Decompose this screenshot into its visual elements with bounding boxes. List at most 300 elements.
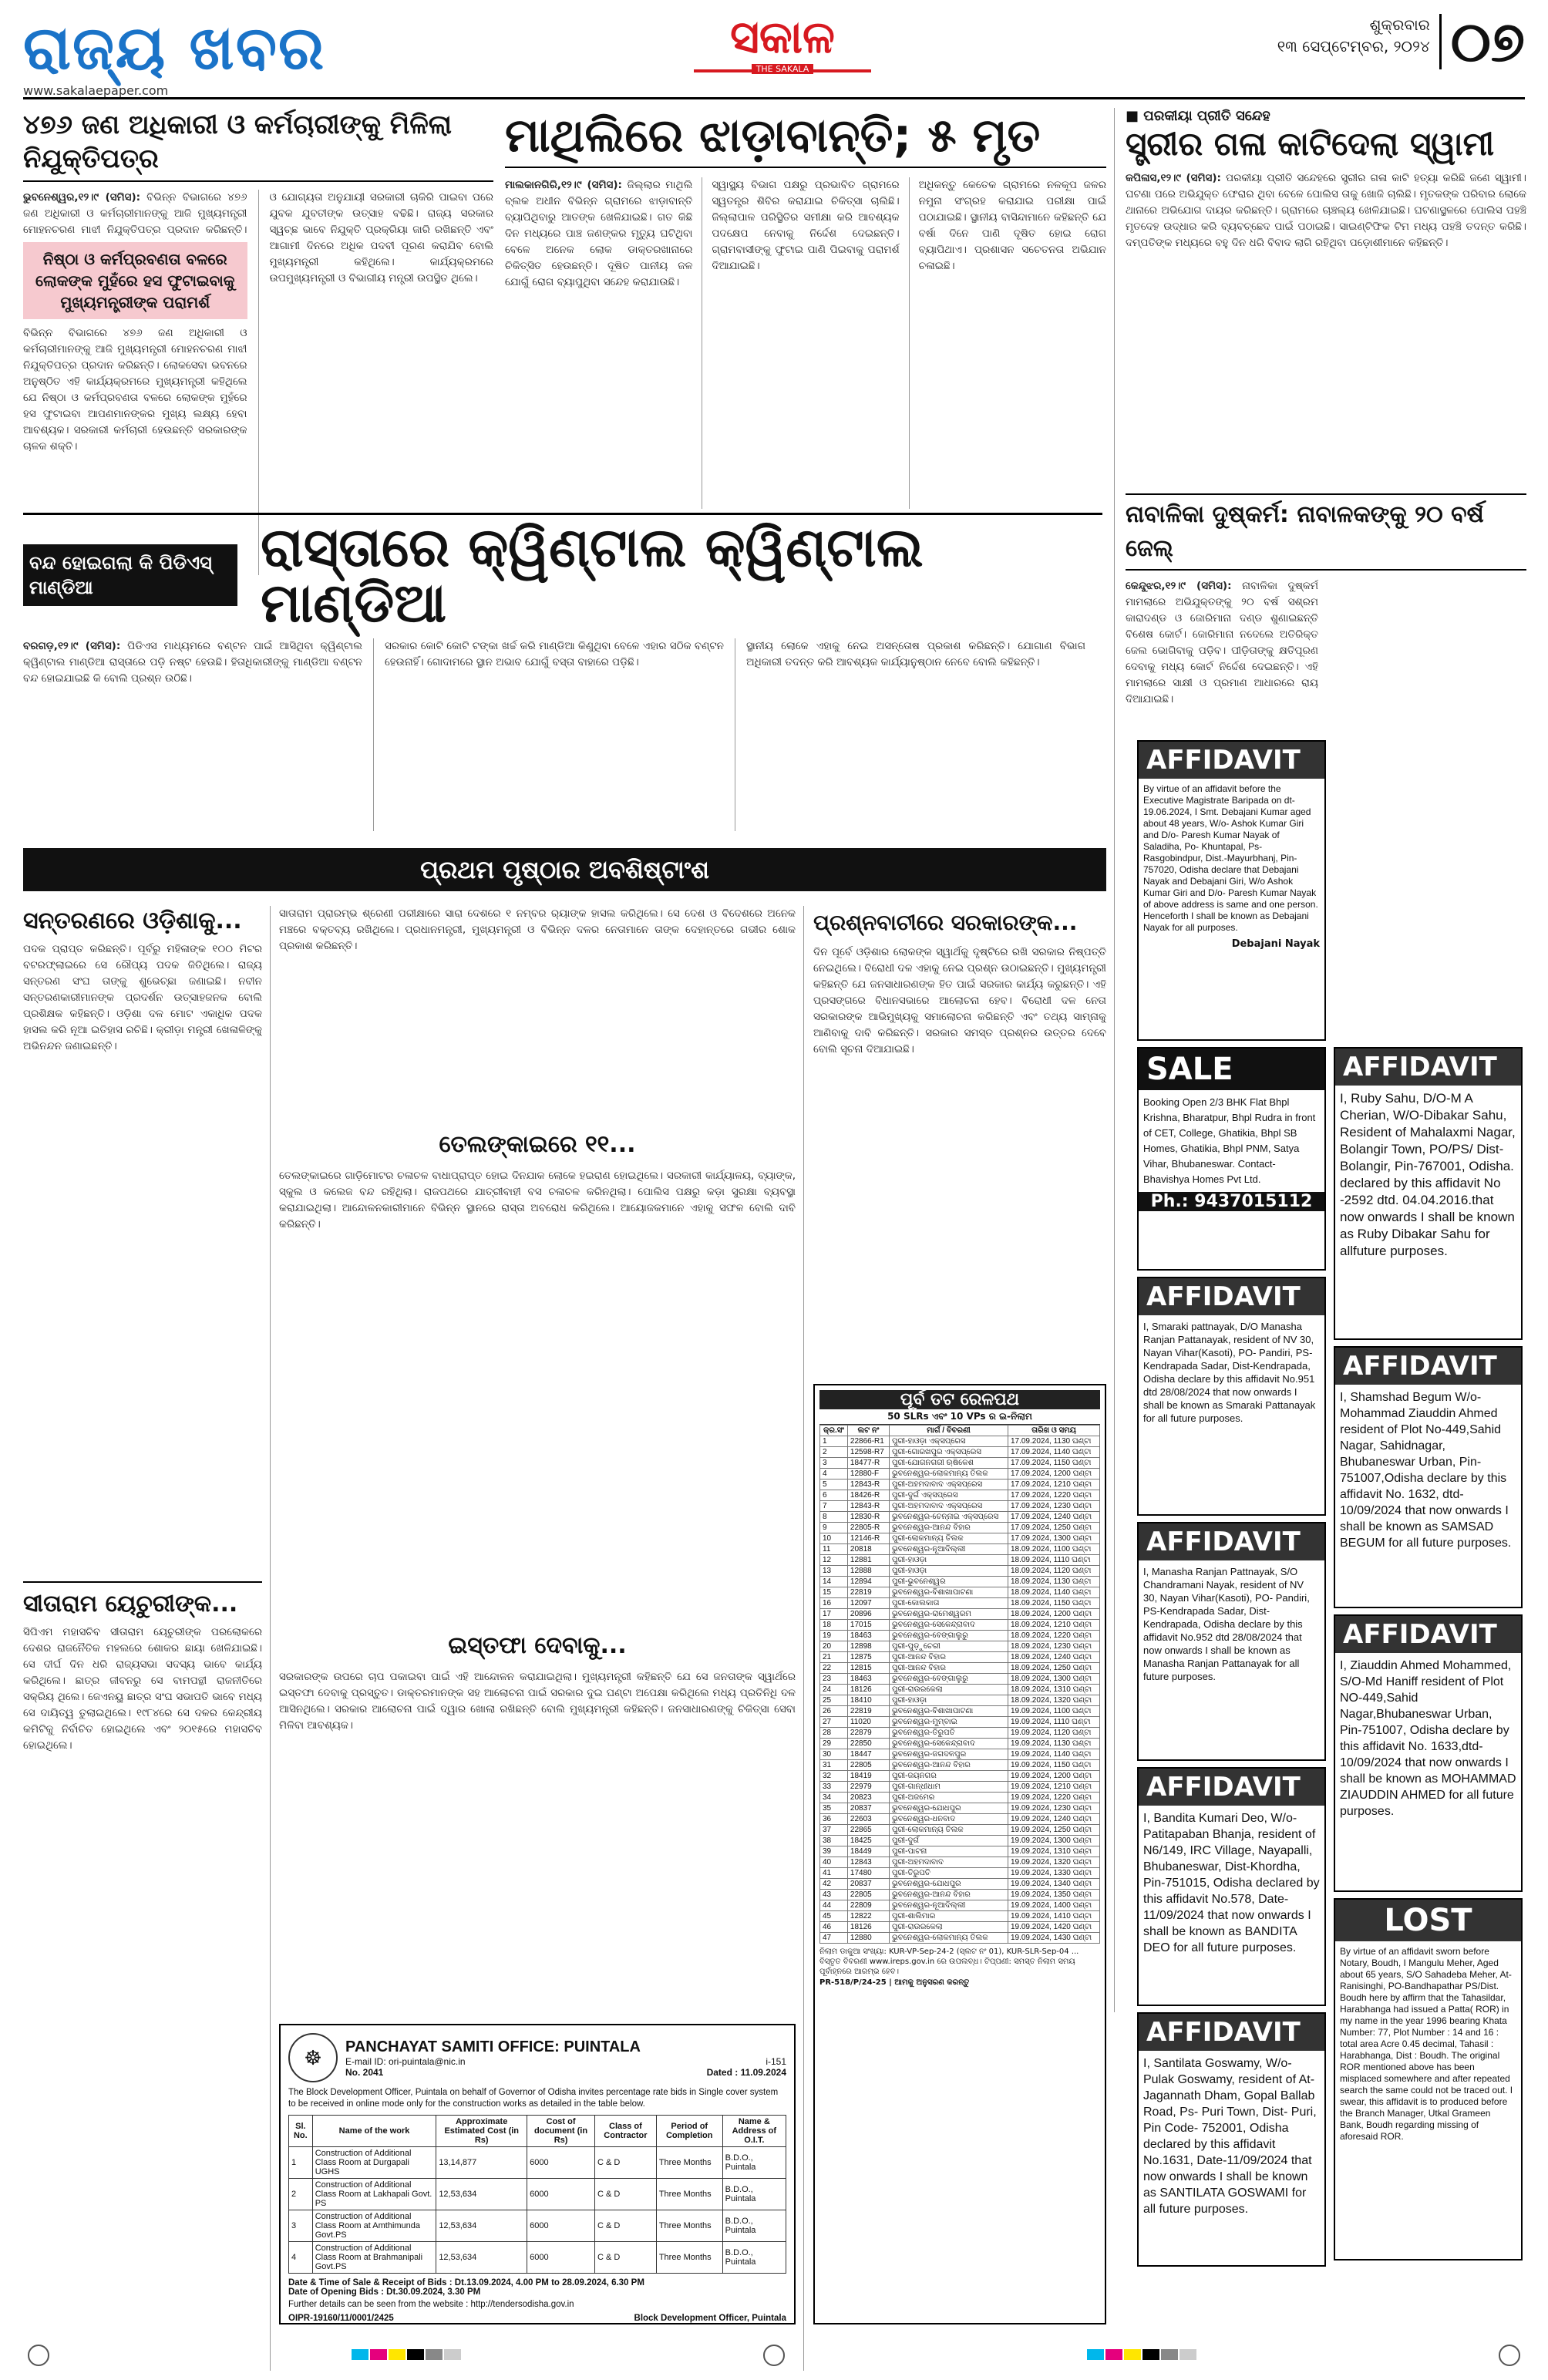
- table-cell: 46: [820, 1922, 848, 1933]
- story-body: ପିଡିଏସ ମାଧ୍ୟମରେ ବଣ୍ଟନ ପାଇଁ ଆସିଥିବା କ୍ୱିଣ୍ଟାଲ କ୍ୱିଣ୍ଟାଲ ମାଣ୍ଡିଆ ରାସ୍ତାରେ ପଡ଼ି ନଷ୍ଟ ହେଉଛି। ହିତାଧିକାରୀଙ୍କୁ ମାଣ୍ଡିଆ ବଣ୍ଟନ ବନ୍ଦ ହୋଇଯାଇଛି କି ବୋଲି ପ୍ରଶ୍ନ ଉଠିଛି।: [23, 640, 362, 685]
- table-cell: 39: [820, 1846, 848, 1857]
- table-cell: 22879: [847, 1728, 889, 1739]
- ad-title: AFFIDAVIT: [1335, 1049, 1521, 1086]
- table-cell: ଭୁବନେଶ୍ୱର-ନୂଆଦିଲ୍ଲୀ: [889, 1544, 1008, 1555]
- table-cell: 12881: [847, 1555, 889, 1566]
- dateline: ବରଗଡ଼,୧୨।୯ (ସମିସ):: [23, 640, 121, 652]
- ad-body: I, Ruby Sahu, D/O-M A Cherian, W/O-Dibakar Sahu, Resident of Mahalaxmi Nagar, Bolangir Town, PO/PS/ Dist-Bolangir, Pin-767001, Odisha. declared by this affidavit No -2592 dtd. 04.04.2016.that now onwards I shall be known as Ruby Dibakar Sahu for allfuture purposes.: [1340, 1091, 1516, 1258]
- table-cell: 6000: [527, 2179, 595, 2210]
- table-cell: 17.09.2024, 1230 ଘଣ୍ଟା: [1008, 1501, 1099, 1512]
- table-cell: B.D.O., Puintala: [722, 2210, 786, 2242]
- table-cell: 22805: [847, 1760, 889, 1771]
- table-cell: 18.09.2024, 1200 ଘଣ୍ଟା: [1008, 1609, 1099, 1620]
- cont-headline: ସନ୍ତରଣରେ ଓଡ଼ିଶାକୁ...: [23, 907, 242, 934]
- table-cell: 18447: [847, 1749, 889, 1760]
- table-cell: 28: [820, 1728, 848, 1739]
- table-cell: ଭୁବନେଶ୍ୱର-ବିଶାଖାପାଟଣା: [889, 1706, 1008, 1717]
- table-cell: ପୁରୀ-ତିରୁପତି: [889, 1868, 1008, 1879]
- table-cell: 18.09.2024, 1140 ଘଣ୍ଟା: [1008, 1587, 1099, 1598]
- table-cell: 18.09.2024, 1250 ଘଣ୍ଟା: [1008, 1663, 1099, 1674]
- table-row: [820, 1501, 1100, 1512]
- table-row: [820, 1739, 1100, 1749]
- table-cell: 8: [820, 1512, 848, 1523]
- table-cell: 17.09.2024, 1140 ଘଣ୍ଟା: [1008, 1447, 1099, 1458]
- table-cell: 20: [820, 1641, 848, 1652]
- table-cell: ଭୁବନେଶ୍ୱର-ଆନନ୍ଦ ବିହାର: [889, 1890, 1008, 1900]
- table-cell: ପୁରୀ-ହାଓଡ଼ା ଏକ୍ସପ୍ରେସ: [889, 1436, 1008, 1447]
- table-cell: 17015: [847, 1620, 889, 1631]
- ad-body: I, Ziauddin Ahmed Mohammed, S/O-Md Haniff resident of Plot NO-449,Sahid Nagar,Bhubaneswar Urban, Pin-751007, Odisha declare by this affidavit No. 1633,dtd-10/09/2024 that now onwards I shall be known as MOHAMMAD ZIAUDDIN AHMED for all future purposes.: [1340, 1659, 1516, 1818]
- table-cell: 35: [820, 1803, 848, 1814]
- table-cell: 12815: [847, 1663, 889, 1674]
- table-cell: ପୁରୀ-ଶାଲିମାର: [889, 1911, 1008, 1922]
- column-divider: [803, 906, 804, 2371]
- tender-code: OIPR-19160/11/0001/2425: [288, 2314, 394, 2323]
- ad-body: I, Santilata Goswamy, W/o- Pulak Goswamy, resident of At-Jagannath Dham, Gopal Ballab Road, Ps- Puri Town, Dist- Puri, Pin Code- 752001, Odisha declared by this affidavit No.1631, Date-11/09/2024 that now onwards I shall be known as SANTILATA GOSWAMI for all future purposes.: [1143, 2057, 1317, 2216]
- table-row: [820, 1685, 1100, 1695]
- cont-col-2: [279, 906, 796, 2008]
- table-cell: 3: [289, 2210, 313, 2242]
- table-cell: ପୁରୀ-ଅହମଦାବାଦ ଏକ୍ସପ୍ରେସ: [889, 1480, 1008, 1490]
- tender-opening: Date of Opening Bids : Dt.30.09.2024, 3.30 PM: [288, 2287, 481, 2297]
- table-cell: Three Months: [656, 2179, 722, 2210]
- site-url[interactable]: www.sakalaepaper.com: [23, 83, 169, 98]
- table-cell: 18.09.2024, 1310 ଘଣ୍ଟା: [1008, 1685, 1099, 1695]
- ad-body: I, Bandita Kumari Deo, W/o- Patitapaban Bhanja, resident of N6/149, IRC Village, Nayapalli, Bhubaneswar, Dist-Khordha, Pin-751015, Odisha declared by this affidavit No.578, Date-11/09/2024 that now onwards I shall be known as BANDITA DEO for all future purposes.: [1143, 1812, 1320, 1954]
- table-cell: ପୁରୀ-ଆନନ୍ଦ ବିହାର: [889, 1663, 1008, 1674]
- ad-affidavit: [1137, 1522, 1326, 1761]
- table-cell: 17.09.2024, 1210 ଘଣ୍ଟା: [1008, 1480, 1099, 1490]
- table-cell: 12097: [847, 1598, 889, 1609]
- table-row: [820, 1674, 1100, 1685]
- table-cell: 22865: [847, 1825, 889, 1836]
- table-cell: 12: [820, 1555, 848, 1566]
- color-bar: [351, 2348, 462, 2363]
- table-cell: ପୁରୀ-ଆନନ୍ଦ ବିହାର: [889, 1652, 1008, 1663]
- table-cell: ପୁରୀ-ପୁଡ଼ୁଚେରୀ: [889, 1641, 1008, 1652]
- table-row: [820, 1814, 1100, 1825]
- ad-title: AFFIDAVIT: [1139, 2014, 1324, 2051]
- table-cell: 25: [820, 1695, 848, 1706]
- table-cell: 19.09.2024, 1400 ଘଣ୍ଟା: [1008, 1900, 1099, 1911]
- table-cell: 22979: [847, 1782, 889, 1793]
- table-cell: 12,53,634: [436, 2179, 527, 2210]
- table-row: [820, 1577, 1100, 1587]
- table-cell: 4: [820, 1469, 848, 1480]
- table-row: [820, 1868, 1100, 1879]
- ad-signature: Debajani Nayak: [1231, 938, 1320, 950]
- table-cell: 19.09.2024, 1420 ଘଣ୍ଟା: [1008, 1922, 1099, 1933]
- table-cell: ପୁରୀ-ରାଉରକେଲା: [889, 1685, 1008, 1695]
- section-banner: ପ୍ରଥମ ପୃଷ୍ଠାର ଅବଶିଷ୍ଟାଂଶ: [23, 848, 1106, 891]
- table-row: [820, 1458, 1100, 1469]
- dateline: ଭୁବନେଶ୍ୱର,୧୨।୯ (ସମିସ):: [23, 191, 141, 204]
- table-row: [820, 1717, 1100, 1728]
- ad-body: By virtue of an affidavit sworn before Notary, Boudh, I Mangulu Meher, Aged about 65 years, S/O Sahadeba Meher, At-Ranisinghi, PO-Bandhapathar PS/Dist. Boudh here by affirm that the Tahasildar, Harabhanga had issued a Patta( ROR) in my name in the year 1996 bearing Khata Number: 77, Plot Number : 14 and 16 : total area Acre 0.45 decimal, Tahasil : Harabhanga, Dist : Boudh. The original ROR mentioned above has been misplaced somewhere and after repeated search the same could not be traced out. I swear, this affidavit is to produced before the Branch Manager, Utkal Grameen Bank, Boudh regarding missing of aforesaid ROR.: [1340, 1946, 1513, 2142]
- table-row: [820, 1782, 1100, 1793]
- table-cell: 13: [820, 1566, 848, 1577]
- table-row: [820, 1436, 1100, 1447]
- table-cell: 20837: [847, 1803, 889, 1814]
- table-cell: 12843-R: [847, 1480, 889, 1490]
- ad-affidavit: [1334, 1346, 1523, 1608]
- table-cell: 47: [820, 1933, 848, 1944]
- story-body: ଅଧିକନ୍ତୁ କେତେକ ଗ୍ରାମରେ ନଳକୂପ ଜଳର ନମୁନା ସଂଗ୍ରହ କରାଯାଇ ପରୀକ୍ଷା ପାଇଁ ପଠାଯାଇଛି। ସ୍ଥାନୀୟ ବାସିନ୍ଦାମାନେ କହିଛନ୍ତି ଯେ ବର୍ଷା ଦିନେ ପାଣି ଦୂଷିତ ହୋଇ ରୋଗ ବ୍ୟାପିଥାଏ। ପ୍ରଶାସନ ସଚେତନତା ଅଭିଯାନ ଚଳାଇଛି।: [918, 179, 1106, 272]
- cont-body: ପଦକ ପ୍ରାପ୍ତ କରିଛନ୍ତି। ପୂର୍ବରୁ ମହିଳାଙ୍କ ୧୦୦ ମିଟର ବଟରଫ୍ଲାଇରେ ସେ ରୌପ୍ୟ ପଦକ ଜିତିଥିଲେ। ରାଜ୍ୟ ସନ୍ତରଣ ସଂଘ ତାଙ୍କୁ ଶୁଭେଚ୍ଛା ଜଣାଇଛି। ନବୀନ ସନ୍ତରଣକାରୀମାନଙ୍କ ପ୍ରଦର୍ଶନ ଉତ୍ସାହଜନକ ବୋଲି ପ୍ରଶିକ୍ଷକ କହିଛନ୍ତି। ଓଡ଼ିଶା ଦଳ ମୋଟ ଏକାଧିକ ପଦକ ହାସଲ କରି ନୂଆ ଇତିହାସ ରଚିଛି। କ୍ରୀଡ଼ା ମନ୍ତ୍ରୀ ଖେଳାଳିଙ୍କୁ ଅଭିନନ୍ଦନ ଜଣାଇଛନ୍ତି।: [23, 943, 262, 1052]
- ad-sale: [1137, 1047, 1326, 1271]
- table-cell: 18425: [847, 1836, 889, 1846]
- tender-signature: Block Development Officer, Puintala: [634, 2314, 786, 2323]
- table-row: [820, 1933, 1100, 1944]
- table-header-cell: ତାରିଖ ଓ ସମୟ: [1008, 1426, 1099, 1436]
- table-cell: ପୁରୀ-ହାଓଡ଼ା: [889, 1695, 1008, 1706]
- table-cell: 18.09.2024, 1230 ଘଣ୍ଟା: [1008, 1641, 1099, 1652]
- table-cell: 12,53,634: [436, 2210, 527, 2242]
- logo-text: ସକାଳ: [730, 11, 835, 63]
- column-divider: [1114, 108, 1115, 2012]
- table-cell: 29: [820, 1739, 848, 1749]
- table-cell: ଭୁବନେଶ୍ୱର-ଲୋକମାନ୍ୟ ତିଲକ: [889, 1469, 1008, 1480]
- table-cell: ପୁରୀ-ଲୋକମାନ୍ୟ ତିଲକ: [889, 1533, 1008, 1544]
- table-cell: Three Months: [656, 2210, 722, 2242]
- table-row: [820, 1652, 1100, 1663]
- tender-ref: i-151: [766, 2055, 786, 2067]
- color-bar: [1086, 2348, 1197, 2363]
- table-cell: ପୁରୀ-ରାଉରକେଲା: [889, 1922, 1008, 1933]
- table-cell: 22850: [847, 1739, 889, 1749]
- table-cell: 1: [820, 1436, 848, 1447]
- ad-title: AFFIDAVIT: [1139, 1769, 1324, 1806]
- masthead-logo: [694, 11, 871, 74]
- story-body: ପରକୀୟା ପ୍ରୀତି ସନ୍ଦେହରେ ସ୍ତ୍ରୀର ଗଳା କାଟି ହତ୍ୟା କରିଛି ଜଣେ ସ୍ୱାମୀ। ଘଟଣା ପରେ ଅଭିଯୁକ୍ତ ଫେରାର ଥିବା ବେଳେ ପୋଲିସ ତାକୁ ଖୋଜି ଚାଲିଛି। ମୃତକଙ୍କ ପରିବାର ଲୋକେ ଥାନାରେ ଅଭିଯୋଗ ଦାୟର କରିଛନ୍ତି। ଗ୍ରାମରେ ଚାଞ୍ଚଲ୍ୟ ଖେଳିଯାଇଛି। ଘଟଣାସ୍ଥଳରେ ପୋଲିସ ପହଞ୍ଚି ମୃତଦେହ ଉଦ୍ଧାର କରି ବ୍ୟବଚ୍ଛେଦ ପାଇଁ ପଠାଇଛି। ସାଇଣ୍ଟିଫିକ ଟିମ ମଧ୍ୟ ପହଞ୍ଚି ତଦନ୍ତ କରିଛି। ଦମ୍ପତିଙ୍କ ମଧ୍ୟରେ ବହୁ ଦିନ ଧରି ବିବାଦ ଲାଗି ରହିଥିବା ପଡ଼ୋଶୀମାନେ କହିଛନ୍ତି।: [1126, 172, 1526, 249]
- table-cell: 18.09.2024, 1150 ଘଣ୍ଟା: [1008, 1598, 1099, 1609]
- tender-notice: [279, 2024, 796, 2324]
- highlight-box: ନିଷ୍ଠା ଓ କର୍ମପ୍ରବଣତା ବଳରେ ଲୋକଙ୍କ ମୁହଁରେ ହସ ଫୁଟାଇବାକୁ ମୁଖ୍ୟମନ୍ତ୍ରୀଙ୍କ ପରାମର୍ଶ: [23, 242, 247, 319]
- table-row: [820, 1825, 1100, 1836]
- table-cell: 42: [820, 1879, 848, 1890]
- story-headline: ସ୍ତ୍ରୀର ଗଳା କାଟିଦେଲା ସ୍ୱାମୀ: [1126, 125, 1495, 163]
- table-cell: 19.09.2024, 1230 ଘଣ୍ଟା: [1008, 1803, 1099, 1814]
- table-cell: 5: [820, 1480, 848, 1490]
- table-cell: 12898: [847, 1641, 889, 1652]
- table-cell: 4: [289, 2242, 313, 2274]
- table-cell: ଭୁବନେଶ୍ୱର-ଯୋଧପୁର: [889, 1879, 1008, 1890]
- table-cell: 37: [820, 1825, 848, 1836]
- table-cell: 17.09.2024, 1150 ଘଣ୍ଟା: [1008, 1458, 1099, 1469]
- table-row: [289, 2242, 786, 2274]
- table-cell: 33: [820, 1782, 848, 1793]
- table-cell: Construction of Additional Class Room at Durgapali UGHS: [312, 2147, 436, 2179]
- table-cell: ପୁରୀ-ଲୋକମାନ୍ୟ ତିଲକ: [889, 1825, 1008, 1836]
- section-title: ରାଜ୍ୟ ଖବର: [23, 14, 326, 83]
- table-cell: 18463: [847, 1631, 889, 1641]
- table-cell: 18.09.2024, 1320 ଘଣ୍ଟା: [1008, 1695, 1099, 1706]
- table-cell: ଭୁବନେଶ୍ୱର-ସେକେନ୍ଦ୍ରାବାଦ: [889, 1739, 1008, 1749]
- table-cell: ଭୁବନେଶ୍ୱର-ରାମେଶ୍ୱରମ: [889, 1609, 1008, 1620]
- table-header-cell: Name of the work: [312, 2116, 436, 2147]
- ad-body: I, Shamshad Begum W/o-Mohammad Ziauddin Ahmed resident of Plot No-449,Sahid Nagar, Sahidnagar, Bhubaneswar Urban, Pin- 751007,Odisha declare by this affidavit No. 1632, dtd- 10/09/2024 that now onwards I shall be known as SAMSAD BEGUM for all future purposes.: [1340, 1391, 1512, 1550]
- story-body: ନାବାଳିକା ଦୁଷ୍କର୍ମ ମାମଲାରେ ଅଭିଯୁକ୍ତଙ୍କୁ ୨୦ ବର୍ଷ ସଶ୍ରମ କାରାଦଣ୍ଡ ଓ ଜୋରିମାନା ଦଣ୍ଡ ଶୁଣାଇଛନ୍ତି ବିଶେଷ କୋର୍ଟ। ଜୋରିମାନା ନଦେଲେ ଅତିରିକ୍ତ ଜେଲ ଭୋଗିବାକୁ ପଡ଼ିବ। ପୀଡ଼ିତାଙ୍କୁ କ୍ଷତିପୂରଣ ଦେବାକୁ ମଧ୍ୟ କୋର୍ଟ ନିର୍ଦ୍ଦେଶ ଦେଇଛନ୍ତି। ଏହି ମାମଲାରେ ସାକ୍ଷୀ ଓ ପ୍ରମାଣ ଆଧାରରେ ରାୟ ଦିଆଯାଇଛି।: [1126, 580, 1318, 705]
- ad-title: AFFIDAVIT: [1139, 742, 1324, 779]
- story-murder: [1126, 108, 1526, 494]
- table-cell: 22866-R1: [847, 1436, 889, 1447]
- table-cell: 19.09.2024, 1140 ଘଣ୍ଟା: [1008, 1749, 1099, 1760]
- table-cell: 11020: [847, 1717, 889, 1728]
- ad-title: AFFIDAVIT: [1139, 1523, 1324, 1560]
- table-row: [820, 1620, 1100, 1631]
- table-cell: 19.09.2024, 1300 ଘଣ୍ଟା: [1008, 1836, 1099, 1846]
- table-cell: 19: [820, 1631, 848, 1641]
- registration-mark-icon: [1499, 2345, 1520, 2366]
- table-cell: ଭୁବନେଶ୍ୱର-ନୂଆଦିଲ୍ଲୀ: [889, 1900, 1008, 1911]
- table-row: [820, 1587, 1100, 1598]
- dateline: ମାଲକାନଗିରି,୧୨।୯ (ସମିସ):: [505, 179, 622, 191]
- table-cell: 18410: [847, 1695, 889, 1706]
- table-header-cell: Name & Address of O.I.T.: [722, 2116, 786, 2147]
- ad-lost: [1334, 1898, 1523, 2260]
- table-cell: 18: [820, 1620, 848, 1631]
- table-cell: ପୁରୀ-କୋଲକାତା: [889, 1598, 1008, 1609]
- table-cell: ଭୁବନେଶ୍ୱର-ବେଙ୍ଗାଲୁରୁ: [889, 1674, 1008, 1685]
- railway-footer: PR-518/P/24-25 | ଆମକୁ ଅନୁସରଣ କରନ୍ତୁ: [819, 1978, 970, 1987]
- table-cell: 36: [820, 1814, 848, 1825]
- table-cell: 9: [820, 1523, 848, 1533]
- table-header-cell: Period of Completion: [656, 2116, 722, 2147]
- table-cell: Three Months: [656, 2147, 722, 2179]
- table-cell: 19.09.2024, 1350 ଘଣ୍ଟା: [1008, 1890, 1099, 1900]
- table-cell: 20896: [847, 1609, 889, 1620]
- table-cell: ପୁରୀ-ପାଟନା: [889, 1846, 1008, 1857]
- table-cell: 20818: [847, 1544, 889, 1555]
- story-headline: ନାବାଳିକା ଦୁଷ୍କର୍ମ: ନାବାଳକଙ୍କୁ ୨୦ ବର୍ଷ ଜେଲ୍: [1126, 493, 1526, 571]
- table-cell: B.D.O., Puintala: [722, 2147, 786, 2179]
- cont-headline: ସୀତାରାମ ୟେଚୁରୀଙ୍କ...: [23, 1581, 262, 1620]
- table-cell: 18.09.2024, 1110 ଘଣ୍ଟା: [1008, 1555, 1099, 1566]
- table-row: [820, 1447, 1100, 1458]
- table-row: [820, 1512, 1100, 1523]
- table-cell: 15: [820, 1587, 848, 1598]
- table-cell: ପୁରୀ-ଗାନ୍ଧୀଧାମ: [889, 1782, 1008, 1793]
- cont-body: ସାତାରାମ ପ୍ରାରମ୍ଭ ଶ୍ରେଣୀ ପରୀକ୍ଷାରେ ସାରା ଦେଶରେ ୧ ନମ୍ବର ର‍୍ୟାଙ୍କ ହାସଲ କରିଥିଲେ। ସେ ଦେଶ ଓ ବିଦେଶରେ ଅନେକ ମଞ୍ଚରେ ବକ୍ତବ୍ୟ ରଖିଥିଲେ। ପ୍ରଧାନମନ୍ତ୍ରୀ, ମୁଖ୍ୟମନ୍ତ୍ରୀ ଓ ବିଭିନ୍ନ ଦଳର ନେତାମାନେ ତାଙ୍କ ଦେହାନ୍ତରେ ଗଭୀର ଶୋକ ପ୍ରକାଶ କରିଛନ୍ତି।: [279, 907, 796, 952]
- table-cell: ପୁରୀ-ଦୁର୍ଗ ଏକ୍ସପ୍ରେସ: [889, 1490, 1008, 1501]
- table-cell: 12822: [847, 1911, 889, 1922]
- ad-body: I, Manasha Ranjan Pattnayak, S/O Chandramani Nayak, resident of NV 30, Nayan Vihar(Kasoti), PO- Pandiri, PS-Kendrapada Sadar, Dist-Kendrapada, Odisha declare by this affidavit No.952 dtd 28/08/2024 that now onwards I shall be known as Manasha Ranjan Pattanayak for all future purposes.: [1143, 1566, 1310, 1682]
- table-row: [820, 1566, 1100, 1577]
- table-cell: 1: [289, 2147, 313, 2179]
- tender-table: [288, 2115, 786, 2274]
- table-row: [820, 1836, 1100, 1846]
- story-diarrhoea: [505, 108, 1106, 509]
- dateline: କେନ୍ଦୁଝର,୧୨।୯ (ସମିସ):: [1126, 580, 1232, 592]
- print-marks: [23, 2344, 1525, 2367]
- table-cell: 12598-R7: [847, 1447, 889, 1458]
- table-cell: ଭୁବନେଶ୍ୱର-ଯୋଧପୁର: [889, 1803, 1008, 1814]
- story-body: ସରକାର କୋଟି କୋଟି ଟଙ୍କା ଖର୍ଚ୍ଚ କରି ମାଣ୍ଡିଆ କିଣୁଥିବା ବେଳେ ଏହାର ସଠିକ ବଣ୍ଟନ ହେଉନାହିଁ। ଗୋଦାମରେ ସ୍ଥାନ ଅଭାବ ଯୋଗୁଁ ବସ୍ତା ବାହାରେ ପଡ଼ିଛି।: [385, 640, 724, 668]
- table-cell: 18463: [847, 1674, 889, 1685]
- cont-body: ତେଲଙ୍କାଇରେ ଗାଡ଼ିମୋଟର ଚଳାଚଳ ବାଧାପ୍ରାପ୍ତ ହୋଇ ଦିନଯାକ ଲୋକେ ହଇରାଣ ହୋଇଥିଲେ। ସରକାରୀ କାର୍ଯ୍ୟାଳୟ, ବ୍ୟାଙ୍କ, ସ୍କୁଲ ଓ କଲେଜ ବନ୍ଦ ରହିଥିଲା। ରାଜପଥରେ ଯାତ୍ରୀବାହୀ ବସ ଚଳାଚଳ କରିନଥିଲା। ପୋଲିସ ପକ୍ଷରୁ କଡ଼ା ସୁରକ୍ଷା ବ୍ୟବସ୍ଥା କରାଯାଇଥିଲା। ଆନ୍ଦୋଳନକାରୀମାନେ ବିଭିନ୍ନ ସ୍ଥାନରେ ରାସ୍ତା ଅବରୋଧ କରିଥିଲେ। ଆୟୋଜକମାନେ ଏହାକୁ ସଫଳ ବୋଲି ଦାବି କରିଛନ୍ତି।: [279, 1170, 796, 1230]
- table-cell: Construction of Additional Class Room at Amthimunda Govt.PS: [312, 2210, 436, 2242]
- table-row: [820, 1857, 1100, 1868]
- railway-note: ନିଲାମ ଡାକୁଆ ସଂଖ୍ୟା: KUR-VP-Sep-24-2 (ସ୍ଲଟ ନଂ 01), KUR-SLR-Sep-04 ... ବିସ୍ତୃତ ବିବରଣୀ www.ireps.gov.in ରେ ଉପଲବ୍ଧ। ଟିପ୍ପଣୀ: ସମସ୍ତ ନିଲାମ ସମୟ ପୂର୍ବାହ୍ନରେ ଆରମ୍ଭ ହେବ।: [819, 1947, 1079, 1976]
- table-cell: 13,14,877: [436, 2147, 527, 2179]
- table-cell: C & D: [595, 2179, 657, 2210]
- table-row: [820, 1749, 1100, 1760]
- table-row: [820, 1663, 1100, 1674]
- table-row: [820, 1490, 1100, 1501]
- table-cell: 23: [820, 1674, 848, 1685]
- table-cell: 19.09.2024, 1210 ଘଣ୍ଟା: [1008, 1782, 1099, 1793]
- table-row: [820, 1469, 1100, 1480]
- table-cell: 17.09.2024, 1300 ଘଣ୍ଟା: [1008, 1533, 1099, 1544]
- table-cell: 19.09.2024, 1220 ଘଣ୍ଟା: [1008, 1793, 1099, 1803]
- ad-title: SALE: [1139, 1049, 1324, 1090]
- table-cell: 17.09.2024, 1200 ଘଣ୍ଟା: [1008, 1469, 1099, 1480]
- table-cell: 22: [820, 1663, 848, 1674]
- table-cell: 19.09.2024, 1340 ଘଣ୍ଟା: [1008, 1879, 1099, 1890]
- table-cell: ଭୁବନେଶ୍ୱର-ଲୋକମାନ୍ୟ ତିଲକ: [889, 1933, 1008, 1944]
- table-row: [820, 1706, 1100, 1717]
- table-cell: 19.09.2024, 1200 ଘଣ୍ଟା: [1008, 1771, 1099, 1782]
- table-cell: 34: [820, 1793, 848, 1803]
- table-cell: 20837: [847, 1879, 889, 1890]
- ad-affidavit: [1137, 740, 1326, 1041]
- table-cell: 12843-R: [847, 1501, 889, 1512]
- table-cell: 17.09.2024, 1130 ଘଣ୍ଟା: [1008, 1436, 1099, 1447]
- table-cell: 12888: [847, 1566, 889, 1577]
- railway-notice: [813, 1384, 1106, 2324]
- ad-affidavit: [1137, 1277, 1326, 1516]
- table-cell: 19.09.2024, 1110 ଘଣ୍ଟା: [1008, 1717, 1099, 1728]
- ad-phone[interactable]: Ph.: 9437015112: [1139, 1192, 1324, 1211]
- table-cell: ଭୁବନେଶ୍ୱର-ବିଶାଖାପାଟଣା: [889, 1587, 1008, 1598]
- table-cell: 31: [820, 1760, 848, 1771]
- table-cell: 22603: [847, 1814, 889, 1825]
- table-cell: B.D.O., Puintala: [722, 2179, 786, 2210]
- table-cell: 40: [820, 1857, 848, 1868]
- table-cell: 7: [820, 1501, 848, 1512]
- ad-title: AFFIDAVIT: [1335, 1616, 1521, 1653]
- table-row: [820, 1900, 1100, 1911]
- table-cell: 18.09.2024, 1240 ଘଣ୍ଟା: [1008, 1652, 1099, 1663]
- table-cell: 18.09.2024, 1300 ଘଣ୍ଟା: [1008, 1674, 1099, 1685]
- table-cell: ପୁରୀ-ଗୋରଖପୁର ଏକ୍ସପ୍ରେସ: [889, 1447, 1008, 1458]
- table-cell: 19.09.2024, 1410 ଘଣ୍ଟା: [1008, 1911, 1099, 1922]
- ad-affidavit: [1137, 1767, 1326, 2006]
- tender-date: Dated : 11.09.2024: [706, 2066, 786, 2078]
- table-cell: ଭୁବନେଶ୍ୱର-ଆନନ୍ଦ ବିହାର: [889, 1523, 1008, 1533]
- table-cell: ଭୁବନେଶ୍ୱର-ତିରୁପତି: [889, 1728, 1008, 1739]
- tender-website[interactable]: Further details can be seen from the website : http://tendersodisha.gov.in: [288, 2300, 574, 2309]
- table-header-cell: Approximate Estimated Cost (in Rs): [436, 2116, 527, 2147]
- story-headline: ରାସ୍ତାରେ କ୍ୱିଣ୍ଟାଲ କ୍ୱିଣ୍ଟାଲ ମାଣ୍ଡିଆ: [261, 516, 924, 635]
- table-header-cell: Cost of document (in Rs): [527, 2116, 595, 2147]
- table-cell: ପୁରୀ-ଅହମଦାବାଦ ଏକ୍ସପ୍ରେସ: [889, 1501, 1008, 1512]
- table-cell: ପୁରୀ-ଦୁର୍ଗ: [889, 1836, 1008, 1846]
- table-cell: ଭୁବନେଶ୍ୱର-ଚେନ୍ନାଇ ଏକ୍ସପ୍ରେସ: [889, 1512, 1008, 1523]
- story-tag: ବନ୍ଦ ହୋଇଗଲା କି ପିଡିଏସ୍ ମାଣ୍ଡିଆ: [23, 544, 237, 606]
- table-cell: ଭୁବନେଶ୍ୱର-ଜଗଦଳପୁର: [889, 1749, 1008, 1760]
- table-cell: 44: [820, 1900, 848, 1911]
- ad-title: AFFIDAVIT: [1139, 1278, 1324, 1315]
- table-cell: 30: [820, 1749, 848, 1760]
- table-cell: ପୁରୀ-ଅଜମେର: [889, 1793, 1008, 1803]
- story-body: ସ୍ଥାନୀୟ ଲୋକେ ଏହାକୁ ନେଇ ଅସନ୍ତୋଷ ପ୍ରକାଶ କରିଛନ୍ତି। ଯୋଗାଣ ବିଭାଗ ଅଧିକାରୀ ତଦନ୍ତ କରି ଆବଶ୍ୟକ କାର୍ଯ୍ୟାନୁଷ୍ଠାନ ନେବେ ବୋଲି କହିଛନ୍ତି।: [746, 640, 1085, 668]
- table-cell: ଭୁବନେଶ୍ୱର-ମୁମ୍ବାଇ: [889, 1717, 1008, 1728]
- dateline: କପିଳାସ,୧୨।୯ (ସମିସ):: [1126, 172, 1221, 184]
- story-body-col2: ଓ ଯୋଗ୍ୟତା ଅନୁଯାୟୀ ସରକାରୀ ଚାକିରି ପାଇବା ପରେ ଯୁବକ ଯୁବତୀଙ୍କ ଉତ୍ସାହ ବଢିଛି। ରାଜ୍ୟ ସରକାର ସ୍ୱଚ୍ଛ ଭାବେ ନିଯୁକ୍ତି ପ୍ରକ୍ରିୟା ଜାରି ରଖିଛନ୍ତି ଏବଂ ଆଗାମୀ ଦିନରେ ଅଧିକ ପଦବୀ ପୂରଣ କରାଯିବ ବୋଲି ମୁଖ୍ୟମନ୍ତ୍ରୀ କହିଥିଲେ। କାର୍ଯ୍ୟକ୍ରମରେ ଉପମୁଖ୍ୟମନ୍ତ୍ରୀ ଓ ବିଭାଗୀୟ ମନ୍ତ୍ରୀ ଉପସ୍ଥିତ ଥିଲେ।: [269, 191, 493, 284]
- table-cell: 41: [820, 1868, 848, 1879]
- table-cell: 10: [820, 1533, 848, 1544]
- table-row: [820, 1771, 1100, 1782]
- table-cell: 16: [820, 1598, 848, 1609]
- tender-office: PANCHAYAT SAMITI OFFICE: PUINTALA: [345, 2038, 641, 2055]
- cont-body: ସିପିଏମ ମହାସଚିବ ସୀତାରାମ ୟେଚୁରୀଙ୍କ ପରଲୋକରେ ଦେଶର ରାଜନୈତିକ ମହଲରେ ଶୋକର ଛାୟା ଖେଳିଯାଇଛି। ସେ ଦୀର୍ଘ ଦିନ ଧରି ରାଜ୍ୟସଭା ସଦସ୍ୟ ଭାବେ କାର୍ଯ୍ୟ କରିଥିଲେ। ଛାତ୍ର ଜୀବନରୁ ସେ ବାମପନ୍ଥୀ ରାଜନୀତିରେ ସକ୍ରିୟ ଥିଲେ। ଜେଏନୟୁ ଛାତ୍ର ସଂଘ ସଭାପତି ଭାବେ ମଧ୍ୟ ସେ ଦାୟିତ୍ୱ ତୁଲାଇଥିଲେ। ୧୯୮୪ରେ ସେ ଦଳର କେନ୍ଦ୍ରୀୟ କମିଟିକୁ ନିର୍ବାଚିତ ହୋଇଥିଲେ ଏବଂ ୨୦୧୫ରେ ମହାସଚିବ ହୋଇଥିଲେ।: [23, 1626, 262, 1752]
- table-cell: 18.09.2024, 1130 ଘଣ୍ଟା: [1008, 1577, 1099, 1587]
- ad-title: LOST: [1335, 1900, 1521, 1941]
- table-cell: 19.09.2024, 1430 ଘଣ୍ଟା: [1008, 1933, 1099, 1944]
- table-cell: ପୁରୀ-ଭୁବନେଶ୍ୱର: [889, 1577, 1008, 1587]
- table-cell: 19.09.2024, 1150 ଘଣ୍ଟା: [1008, 1760, 1099, 1771]
- table-cell: 12,53,634: [436, 2242, 527, 2274]
- table-row: [820, 1598, 1100, 1609]
- cont-headline: ଇସ୍ତଫା ଦେବାକୁ...: [448, 1632, 627, 1659]
- table-cell: 18426-R: [847, 1490, 889, 1501]
- issue-day: ଶୁକ୍ରବାର: [1369, 15, 1430, 34]
- table-cell: 18126: [847, 1922, 889, 1933]
- table-row: [820, 1760, 1100, 1771]
- table-cell: 17480: [847, 1868, 889, 1879]
- table-cell: 6000: [527, 2210, 595, 2242]
- table-row: [820, 1533, 1100, 1544]
- railway-table: [819, 1425, 1100, 1944]
- ad-affidavit: [1334, 1614, 1523, 1892]
- table-row: [820, 1695, 1100, 1706]
- ad-body: I, Smaraki pattnayak, D/O Manasha Ranjan Pattanayak, resident of NV 30, Nayan Vihar(Kasoti), PO- Pandiri, PS-Kendrapada Sadar, Dist-Kendrapada, Odisha declare by this affidavit No.951 dtd 28/08/2024 that now onwards I shall be known as Smaraki Pattanayak for all future purposes.: [1143, 1321, 1316, 1424]
- table-row: [289, 2179, 786, 2210]
- table-cell: 12843: [847, 1857, 889, 1868]
- table-cell: 11: [820, 1544, 848, 1555]
- table-cell: Construction of Additional Class Room at Lakhapali Govt. PS: [312, 2179, 436, 2210]
- table-cell: 17: [820, 1609, 848, 1620]
- classifieds: [1137, 740, 1523, 2274]
- table-cell: 45: [820, 1911, 848, 1922]
- table-cell: 24: [820, 1685, 848, 1695]
- table-cell: 21: [820, 1652, 848, 1663]
- table-cell: 18477-R: [847, 1458, 889, 1469]
- table-cell: C & D: [595, 2242, 657, 2274]
- story-body: ବିଭିନ୍ନ ବିଭାଗରେ ୪୭୬ ଜଣ ଅଧିକାରୀ ଓ କର୍ମଚାରୀମାନଙ୍କୁ ଆଜି ମୁଖ୍ୟମନ୍ତ୍ରୀ ମୋହନଚରଣ ମାଝୀ ନିଯୁକ୍ତିପତ୍ର ପ୍ରଦାନ କରିଛନ୍ତି। ଲୋକସେବା ଭବନରେ ଅନୁଷ୍ଠିତ ଏହି କାର୍ଯ୍ୟକ୍ରମରେ ମୁଖ୍ୟମନ୍ତ୍ରୀ କହିଥିଲେ ଯେ ନିଷ୍ଠା ଓ କର୍ମପ୍ରବଣତା ବଳରେ ଲୋକଙ୍କ ମୁହଁରେ ହସ ଫୁଟାଇବା ଆପଣମାନଙ୍କର ମୁଖ୍ୟ ଲକ୍ଷ୍ୟ ହେବା ଆବଶ୍ୟକ। ସରକାରୀ କର୍ମଚାରୀ ହେଉଛନ୍ତି ସରକାରଙ୍କ ଚାଳକ ଶକ୍ତି।: [23, 327, 247, 453]
- table-cell: ପୁରୀ-ଅହମଦାବାଦ: [889, 1857, 1008, 1868]
- table-cell: 12880-F: [847, 1469, 889, 1480]
- table-cell: 6: [820, 1490, 848, 1501]
- column-divider: [270, 906, 271, 2371]
- story-kicker: ■ ପରକୀୟା ପ୍ରୀତି ସନ୍ଦେହ: [1126, 108, 1270, 124]
- story-headline: ୪୭୬ ଜଣ ଅଧିକାରୀ ଓ କର୍ମଚାରୀଙ୍କୁ ମିଳିଲା ନିଯୁକ୍ତିପତ୍ର: [23, 108, 493, 182]
- table-row: [289, 2210, 786, 2242]
- tender-email[interactable]: E-mail ID: ori-puintala@nic.in: [345, 2055, 466, 2067]
- table-cell: C & D: [595, 2210, 657, 2242]
- story-body: ସ୍ୱାସ୍ଥ୍ୟ ବିଭାଗ ପକ୍ଷରୁ ପ୍ରଭାବିତ ଗ୍ରାମରେ ସ୍ୱତନ୍ତ୍ର ଶିବିର କରାଯାଇ ଚିକିତ୍ସା ଚାଲିଛି। ଜିଲ୍ଲାପାଳ ପରିସ୍ଥିତିର ସମୀକ୍ଷା କରି ଆବଶ୍ୟକ ପଦକ୍ଷେପ ନେବାକୁ ନିର୍ଦ୍ଦେଶ ଦେଇଛନ୍ତି। ଗ୍ରାମବାସୀଙ୍କୁ ଫୁଟାଇ ପାଣି ପିଇବାକୁ ପରାମର୍ଶ ଦିଆଯାଇଛି।: [712, 179, 900, 272]
- table-cell: 14: [820, 1577, 848, 1587]
- tender-intro: The Block Development Officer, Puintala on behalf of Governor of Odisha invites percentage rate bids in Single cover system to be received in online mode only for the construction works as detailed in the table below.: [288, 2088, 779, 2109]
- table-cell: 18.09.2024, 1220 ଘଣ୍ଟା: [1008, 1631, 1099, 1641]
- table-header-cell: କ୍ର.ସଂ: [820, 1426, 848, 1436]
- story-body: ବିଭିନ୍ନ ବିଭାଗରେ ୪୭୬ ଜଣ ଅଧିକାରୀ ଓ କର୍ମଚାରୀମାନଙ୍କୁ ଆଜି ମୁଖ୍ୟମନ୍ତ୍ରୀ ମୋହନଚରଣ ମାଝୀ ନିଯୁକ୍ତିପତ୍ର ପ୍ରଦାନ କରିଛନ୍ତି।: [23, 191, 247, 236]
- table-cell: 22805: [847, 1890, 889, 1900]
- table-cell: ପୁରୀ-ଯୋଗନଗରୀ ଋଷିକେଶ: [889, 1458, 1008, 1469]
- table-header-cell: ମାର୍ଗ / ବିବରଣୀ: [889, 1426, 1008, 1436]
- table-row: [820, 1911, 1100, 1922]
